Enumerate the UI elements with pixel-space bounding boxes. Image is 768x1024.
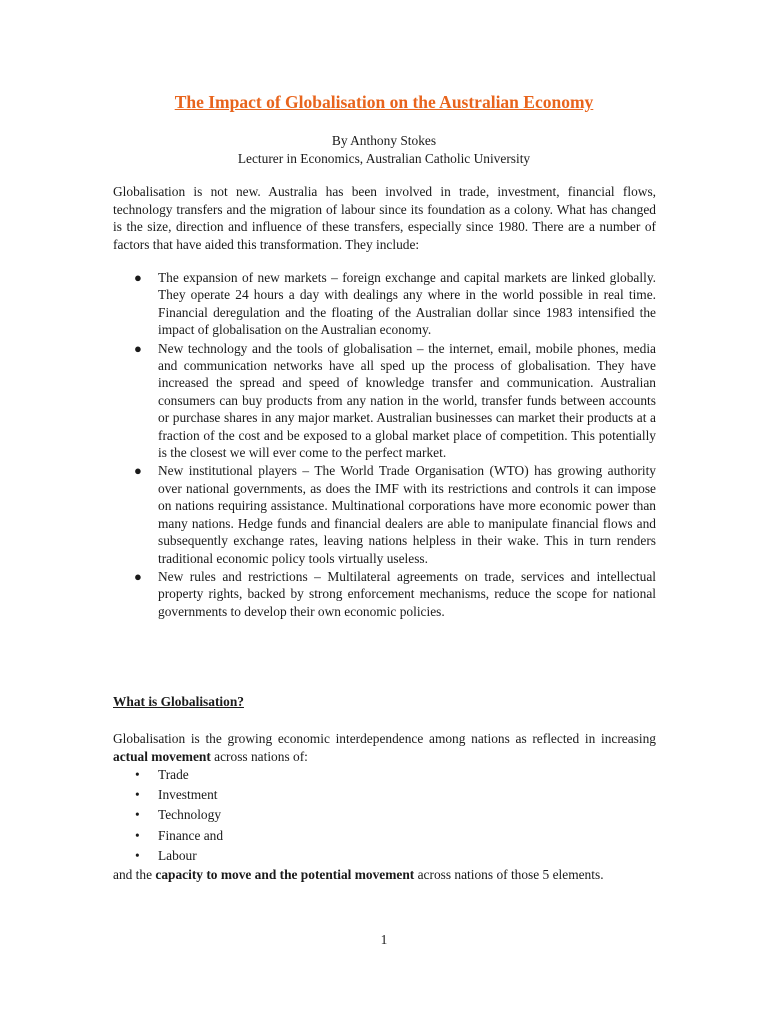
bullet-icon: • — [135, 767, 140, 782]
section-heading: What is Globalisation? — [113, 694, 244, 709]
list-item — [113, 805, 223, 825]
bullet-icon: • — [135, 787, 140, 803]
bullet-icon: • — [135, 827, 140, 843]
definition-text: Globalisation is the growing economic interdependence among nations as reflected in increasing — [113, 731, 656, 746]
definition-text-end: across nations of: — [210, 748, 308, 764]
list-item — [113, 462, 656, 566]
document-title: The Impact of Globalisation on the Australian Economy — [174, 92, 594, 112]
bullet-icon: ● — [134, 340, 142, 356]
bullet-icon: ● — [134, 270, 142, 285]
byline — [0, 132, 768, 167]
list-item-text: Investment — [158, 787, 218, 803]
list-item — [113, 568, 656, 620]
bullet-icon: • — [135, 807, 140, 823]
elements-list — [113, 765, 223, 866]
list-item-text: New technology and the tools of globalisation – the internet, email, mobile phones, media and communication networks have all sped up the process of globalisation. They have increased the spread and speed of knowledge transfer and communication. Australian consumers can buy products from any nation in the world, transfer funds between accounts or purchase shares in any major market. Australian businesses can market their products at a fraction of the cost and be exposed to a global market place of competition. This potentially is the closest we will ever come to the perfect market. — [158, 340, 656, 461]
list-item-text: Finance and — [158, 827, 224, 843]
list-item-text: The expansion of new markets – foreign exchange and capital markets are linked globally. They operate 24 hours a day with dealings any where in the world possible in real time. Financial deregulation and the floating of the Australian dollar since 1983 intensified the impact of globalisation on the Australian economy. — [158, 270, 656, 338]
list-item-text: Labour — [158, 847, 197, 863]
list-item — [113, 826, 223, 846]
definition-paragraph — [113, 730, 656, 765]
list-item — [113, 765, 223, 785]
list-item — [113, 785, 223, 805]
list-item — [113, 269, 656, 339]
bullet-icon: • — [135, 847, 140, 863]
closing-text: and the — [113, 867, 156, 882]
list-item-text: Trade — [158, 767, 189, 782]
closing-paragraph — [113, 866, 656, 884]
bullet-icon: ● — [134, 568, 142, 584]
author-line: By Anthony Stokes — [331, 133, 437, 148]
closing-bold-text: capacity to move and the potential movement — [155, 867, 415, 882]
list-item — [113, 846, 223, 866]
intro-paragraph: Globalisation is not new. Australia has been involved in trade, investment, financial flows, technology transfers and the migration of labour since its foundation as a colony. What has changed is the size, direction and influence of these transfers, especially since 1980. There are a number of factors that have aided this transformation. They include: — [113, 184, 656, 252]
list-item-text: New institutional players – The World Trade Organisation (WTO) has growing authority over national governments, as does the IMF with its restrictions and controls it can impose on nations requiring assistance. Multinational corporations have more economic power than many nations. Hedge funds and financial dealers are able to manipulate financial flows and subsequently exchange rates, leaving nations helpless in their wake. This in turn renders traditional economic policy tools virtually useless. — [158, 463, 656, 566]
list-item-text: Technology — [158, 807, 222, 823]
closing-text-end: across nations of those 5 elements. — [414, 867, 604, 882]
bullet-icon: ● — [134, 463, 142, 479]
page-number: 1 — [380, 932, 388, 947]
affiliation-line: Lecturer in Economics, Australian Catholic University — [237, 150, 531, 166]
factors-list — [113, 269, 656, 621]
definition-bold-text: actual movement — [113, 748, 211, 764]
list-item — [113, 340, 656, 462]
list-item-text: New rules and restrictions – Multilateral agreements on trade, services and intellectual property rights, backed by strong enforcement mechanisms, reduce the scope for national governments to develop their own economic policies. — [158, 568, 656, 619]
